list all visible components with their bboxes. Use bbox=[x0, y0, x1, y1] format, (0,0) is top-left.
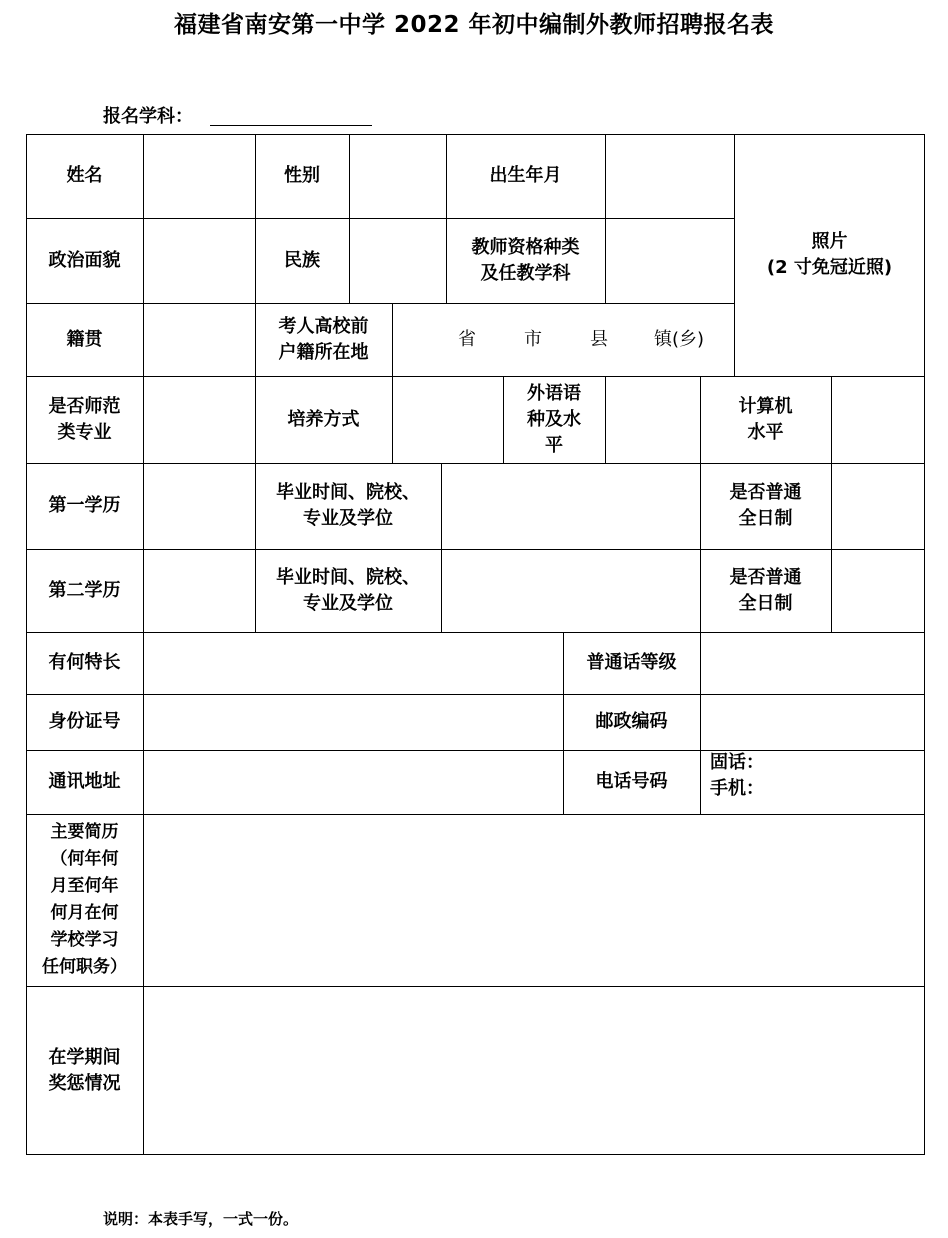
subject-label: 报名学科： bbox=[103, 106, 193, 127]
label-fulltime-line1: 是否普通 bbox=[729, 566, 802, 588]
input-teacher-cert[interactable] bbox=[605, 218, 734, 303]
label-resume-line6: 任何职务） bbox=[42, 957, 127, 977]
label-landline: 固话： bbox=[710, 752, 764, 773]
input-edu1-grad-info[interactable] bbox=[441, 463, 700, 549]
input-id-number[interactable] bbox=[143, 694, 563, 750]
label-computer bbox=[700, 376, 831, 463]
label-fulltime-line1: 是否普通 bbox=[729, 482, 802, 503]
label-teacher-cert-line2: 及任教学科 bbox=[480, 262, 571, 284]
input-specialty[interactable] bbox=[143, 632, 563, 694]
input-normal-major[interactable] bbox=[143, 376, 255, 463]
label-edu2: 第二学历 bbox=[48, 579, 121, 601]
label-grad-info-line1: 毕业时间、院校、 bbox=[276, 566, 420, 588]
label-id-number: 身份证号 bbox=[48, 711, 121, 732]
label-photo-size: (2 寸免冠近照) bbox=[766, 257, 893, 278]
label-awards-line1: 在学期间 bbox=[48, 1046, 121, 1068]
input-edu1-fulltime[interactable] bbox=[831, 463, 925, 549]
photo-box[interactable] bbox=[734, 134, 925, 376]
input-foreign-language[interactable] bbox=[605, 376, 700, 463]
place-town: 镇(乡) bbox=[654, 328, 705, 350]
label-postcode: 邮政编码 bbox=[595, 711, 668, 732]
input-ethnicity[interactable] bbox=[349, 218, 446, 303]
input-household-place[interactable] bbox=[392, 303, 734, 376]
input-gender[interactable] bbox=[349, 134, 446, 218]
label-resume bbox=[26, 814, 143, 986]
input-edu1[interactable] bbox=[143, 463, 255, 549]
label-fulltime-line2: 全日制 bbox=[738, 592, 793, 614]
label-mobile: 手机： bbox=[710, 778, 764, 799]
label-computer-line2: 水平 bbox=[747, 421, 784, 443]
label-foreign-language-line3: 平 bbox=[545, 434, 563, 456]
label-normal-major-line1: 是否师范 bbox=[48, 395, 121, 417]
label-household bbox=[255, 303, 392, 376]
input-edu2[interactable] bbox=[143, 549, 255, 632]
input-name[interactable] bbox=[143, 134, 255, 218]
label-edu1-grad-info bbox=[255, 463, 441, 549]
label-foreign-language bbox=[503, 376, 605, 463]
input-training-mode[interactable] bbox=[392, 376, 503, 463]
label-teacher-cert-line1: 教师资格种类 bbox=[471, 236, 580, 258]
label-resume-line2: （何年何 bbox=[50, 849, 119, 869]
input-awards[interactable] bbox=[143, 986, 925, 1155]
input-mandarin[interactable] bbox=[700, 632, 925, 694]
place-city: 市 bbox=[524, 328, 542, 350]
label-teacher-cert bbox=[446, 218, 605, 303]
input-postcode[interactable] bbox=[700, 694, 925, 750]
page-title: 福建省南安第一中学 2022 年初中编制外教师招聘报名表 bbox=[173, 12, 775, 38]
label-mandarin: 普通话等级 bbox=[586, 652, 677, 673]
subject-input-line[interactable] bbox=[210, 125, 372, 126]
label-normal-major-line2: 类专业 bbox=[57, 421, 112, 443]
label-grad-info-line1: 毕业时间、院校、 bbox=[276, 482, 420, 503]
label-ethnicity: 民族 bbox=[284, 249, 320, 271]
input-edu2-grad-info[interactable] bbox=[441, 549, 700, 632]
input-birth[interactable] bbox=[605, 134, 734, 218]
label-household-line2: 户籍所在地 bbox=[278, 341, 369, 363]
label-native-place: 籍贯 bbox=[66, 328, 103, 350]
label-edu1: 第一学历 bbox=[48, 495, 121, 516]
label-household-line1: 考人高校前 bbox=[278, 315, 369, 337]
label-birth: 出生年月 bbox=[489, 165, 562, 186]
label-photo: 照片 bbox=[811, 231, 848, 252]
label-resume-line5: 学校学习 bbox=[50, 930, 119, 950]
label-fulltime-line2: 全日制 bbox=[738, 508, 793, 529]
label-address: 通讯地址 bbox=[48, 771, 121, 792]
label-normal-major bbox=[26, 376, 143, 463]
input-address[interactable] bbox=[143, 750, 563, 814]
label-name: 姓名 bbox=[66, 165, 103, 186]
input-native-place[interactable] bbox=[143, 303, 255, 376]
label-specialty: 有何特长 bbox=[48, 652, 121, 673]
footnote: 说明：本表手写，一式一份。 bbox=[103, 1210, 299, 1228]
label-gender: 性别 bbox=[284, 165, 320, 186]
input-edu2-fulltime[interactable] bbox=[831, 549, 925, 632]
label-foreign-language-line1: 外语语 bbox=[527, 382, 581, 404]
label-edu2-fulltime bbox=[700, 549, 831, 632]
label-training-mode: 培养方式 bbox=[287, 408, 360, 430]
label-resume-line4: 何月在何 bbox=[50, 903, 119, 923]
input-phone[interactable] bbox=[700, 750, 925, 814]
label-foreign-language-line2: 种及水 bbox=[527, 408, 581, 430]
label-resume-line1: 主要简历 bbox=[50, 822, 119, 842]
label-edu1-fulltime bbox=[700, 463, 831, 549]
input-computer[interactable] bbox=[831, 376, 925, 463]
label-awards bbox=[26, 986, 143, 1155]
label-political: 政治面貌 bbox=[48, 249, 121, 271]
label-grad-info-line2: 专业及学位 bbox=[303, 592, 393, 614]
input-resume[interactable] bbox=[143, 814, 925, 986]
label-edu2-grad-info bbox=[255, 549, 441, 632]
label-grad-info-line2: 专业及学位 bbox=[303, 508, 393, 529]
label-awards-line2: 奖惩情况 bbox=[48, 1072, 121, 1094]
label-phone: 电话号码 bbox=[595, 771, 668, 792]
place-county: 县 bbox=[590, 328, 608, 350]
place-province: 省 bbox=[458, 328, 476, 350]
input-political[interactable] bbox=[143, 218, 255, 303]
label-computer-line1: 计算机 bbox=[738, 395, 793, 417]
label-resume-line3: 月至何年 bbox=[50, 876, 119, 896]
